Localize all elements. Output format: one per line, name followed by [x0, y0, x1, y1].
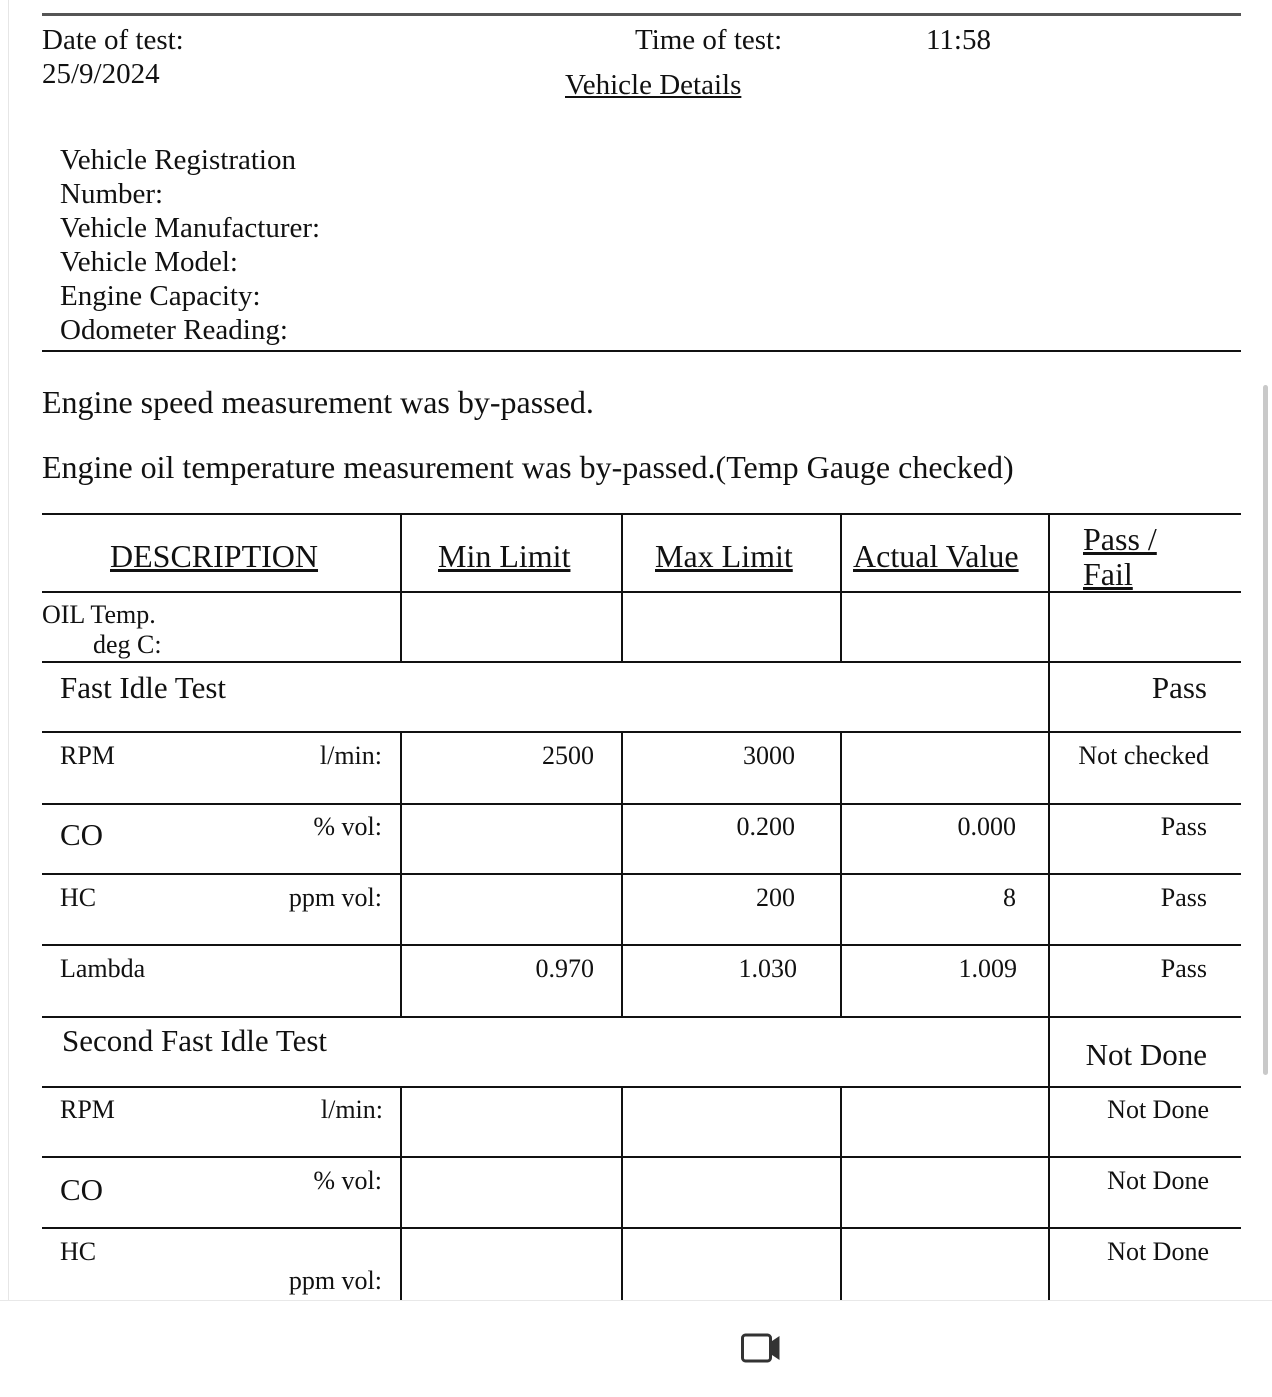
speed-bypass-note: Engine speed measurement was by-passed. [42, 384, 594, 420]
table-row-lambda-min: 0.970 [535, 954, 594, 983]
table-row-hc-name: HC [60, 883, 97, 912]
header-min-limit: Min Limit [438, 538, 571, 574]
vehicle-manufacturer-label: Vehicle Manufacturer: [60, 212, 321, 244]
engine-capacity-label: Engine Capacity: [60, 280, 261, 312]
date-value: 25/9/2024 [42, 58, 160, 90]
table-row-lambda-max: 1.030 [738, 954, 797, 983]
table-row-lambda-name: Lambda [60, 954, 146, 983]
table-row-hc-actual: 8 [1003, 883, 1016, 912]
second-fast-idle-result: Not Done [1085, 1037, 1207, 1072]
table-row-rpm-min: 2500 [542, 741, 594, 770]
time-value: 11:58 [926, 24, 991, 56]
header-pass-fail-line2: Fail [1083, 556, 1133, 592]
video-camera-icon[interactable] [741, 1332, 781, 1364]
oil-temp-unit: deg C: [93, 630, 162, 659]
table-row-co-max: 0.200 [736, 812, 795, 841]
time-label: Time of test: [635, 24, 783, 56]
table-row-lambda-actual: 1.009 [958, 954, 1017, 983]
table-row-co-unit: % vol: [313, 812, 382, 841]
vehicle-model-label: Vehicle Model: [60, 246, 238, 278]
table-row-co-result: Pass [1160, 812, 1207, 841]
top-rule [42, 13, 1241, 16]
scrollbar[interactable] [1263, 385, 1268, 1075]
document-page [8, 0, 1272, 1300]
oil-bypass-note: Engine oil temperature measurement was by-passed.(Temp Gauge checked) [42, 449, 1014, 485]
table-row-rpm-unit: l/min: [319, 741, 382, 770]
table-row-rpm-max: 3000 [743, 741, 795, 770]
table-row-hc-result: Pass [1160, 883, 1207, 912]
odometer-label: Odometer Reading: [60, 314, 288, 346]
table-row-hc2-name: HC [60, 1237, 97, 1266]
table-row-co-actual: 0.000 [957, 812, 1016, 841]
table-row-co-name: CO [60, 817, 104, 852]
table-row-rpm2-unit: l/min: [320, 1095, 383, 1124]
second-fast-idle-title: Second Fast Idle Test [62, 1023, 328, 1058]
table-row-lambda-result: Pass [1160, 954, 1207, 983]
vehicle-registration-label-line2: Number: [60, 178, 164, 210]
table-row-rpm2-result: Not Done [1107, 1095, 1209, 1124]
table-row-co2-result: Not Done [1107, 1166, 1209, 1195]
table-row-hc2-unit: ppm vol: [288, 1266, 382, 1295]
date-label: Date of test: [42, 24, 184, 56]
header-actual-value: Actual Value [853, 538, 1019, 574]
table-row-hc-unit: ppm vol: [288, 883, 382, 912]
header-description: DESCRIPTION [110, 538, 319, 574]
table-row-hc-max: 200 [756, 883, 795, 912]
section-title: Vehicle Details [565, 69, 742, 101]
fast-idle-title: Fast Idle Test [60, 670, 227, 705]
fast-idle-result: Pass [1151, 670, 1207, 705]
vehicle-registration-label: Vehicle Registration [60, 144, 296, 176]
table-row-rpm-result: Not checked [1078, 741, 1209, 770]
table-row-rpm-name: RPM [60, 741, 115, 770]
table-row-co2-unit: % vol: [313, 1166, 382, 1195]
bottom-toolbar [0, 1300, 1272, 1397]
header-max-limit: Max Limit [655, 538, 793, 574]
header-pass-fail: Pass / [1083, 521, 1157, 557]
table-row-hc2-result: Not Done [1107, 1237, 1209, 1266]
table-row-co2-name: CO [60, 1172, 104, 1207]
oil-temp-label: OIL Temp. [42, 600, 156, 629]
table-row-rpm2-name: RPM [60, 1095, 115, 1124]
vehicle-details-rule [42, 350, 1241, 352]
